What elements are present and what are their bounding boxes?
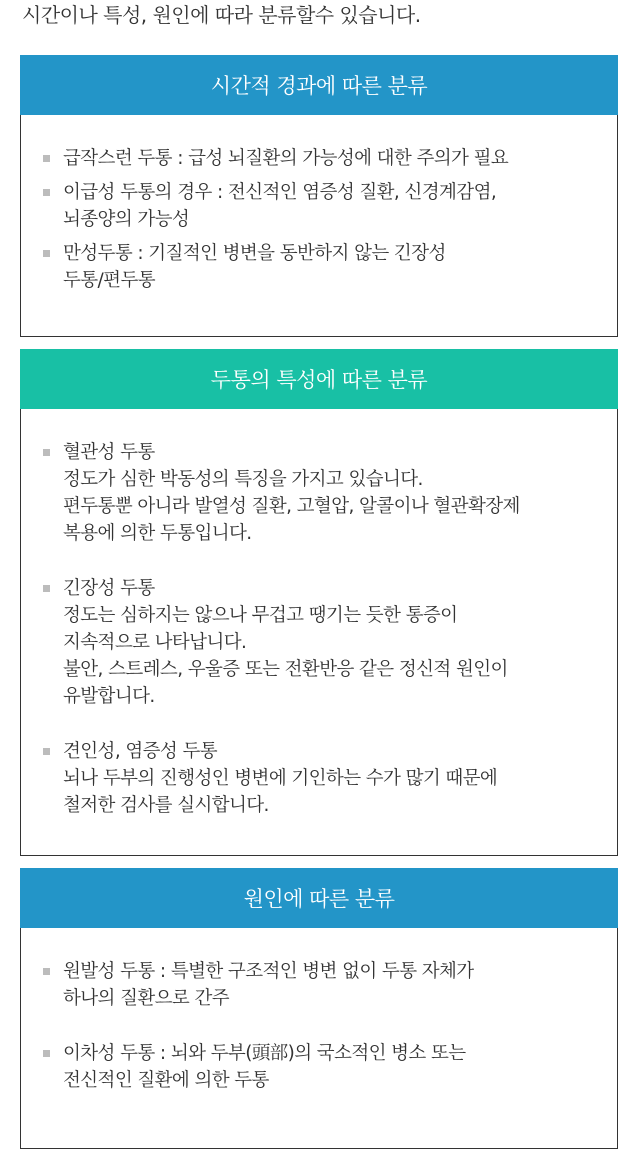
list-item: 급작스런 두통 : 급성 뇌질환의 가능성에 대한 주의가 필요 xyxy=(43,145,597,172)
bullet-icon xyxy=(43,189,50,196)
list-item: 혈관성 두통 정도가 심한 박동성의 특징을 가지고 있습니다. 편두통뿐 아니라 발열성 질환, 고혈압, 알콜이나 혈관확장제 복용에 의한 두통입니다. xyxy=(43,439,597,547)
list-item: 원발성 두통 : 특별한 구조적인 병변 없이 두통 자체가 하나의 질환으로 간주 xyxy=(43,958,597,1012)
list-item: 이급성 두통의 경우 : 전신적인 염증성 질환, 신경계감염, 뇌종양의 가능성 xyxy=(43,179,597,233)
section-cause xyxy=(20,868,618,1149)
list-item: 이차성 두통 : 뇌와 두부(頭部)의 국소적인 병소 또는 전신적인 질환에 의한 두통 xyxy=(43,1040,597,1094)
section-title: 시간적 경과에 따른 분류 xyxy=(20,55,618,115)
bullet-icon xyxy=(43,250,50,257)
item-list xyxy=(21,928,617,1094)
section-title: 원인에 따른 분류 xyxy=(20,868,618,928)
bullet-icon xyxy=(43,449,50,456)
bullet-icon xyxy=(43,968,50,975)
bullet-icon xyxy=(43,585,50,592)
section-characteristics xyxy=(20,349,618,856)
section-title: 두통의 특성에 따른 분류 xyxy=(20,349,618,409)
item-list xyxy=(21,409,617,819)
bullet-icon xyxy=(43,155,50,162)
intro-text: 시간이나 특성, 원인에 따라 분류할수 있습니다. xyxy=(22,3,421,27)
bullet-icon xyxy=(43,748,50,755)
list-item: 긴장성 두통 정도는 심하지는 않으나 무겁고 땡기는 듯한 통증이 지속적으로 나타납니다. 불안, 스트레스, 우울증 또는 전환반응 같은 정신적 원인이 유발합니다. xyxy=(43,575,597,710)
section-time-course xyxy=(20,55,618,337)
list-item: 견인성, 염증성 두통 뇌나 두부의 진행성인 병변에 기인하는 수가 많기 때문에 철저한 검사를 실시합니다. xyxy=(43,738,597,819)
bullet-icon xyxy=(43,1050,50,1057)
item-list xyxy=(21,115,617,294)
list-item: 만성두통 : 기질적인 병변을 동반하지 않는 긴장성 두통/편두통 xyxy=(43,240,597,294)
